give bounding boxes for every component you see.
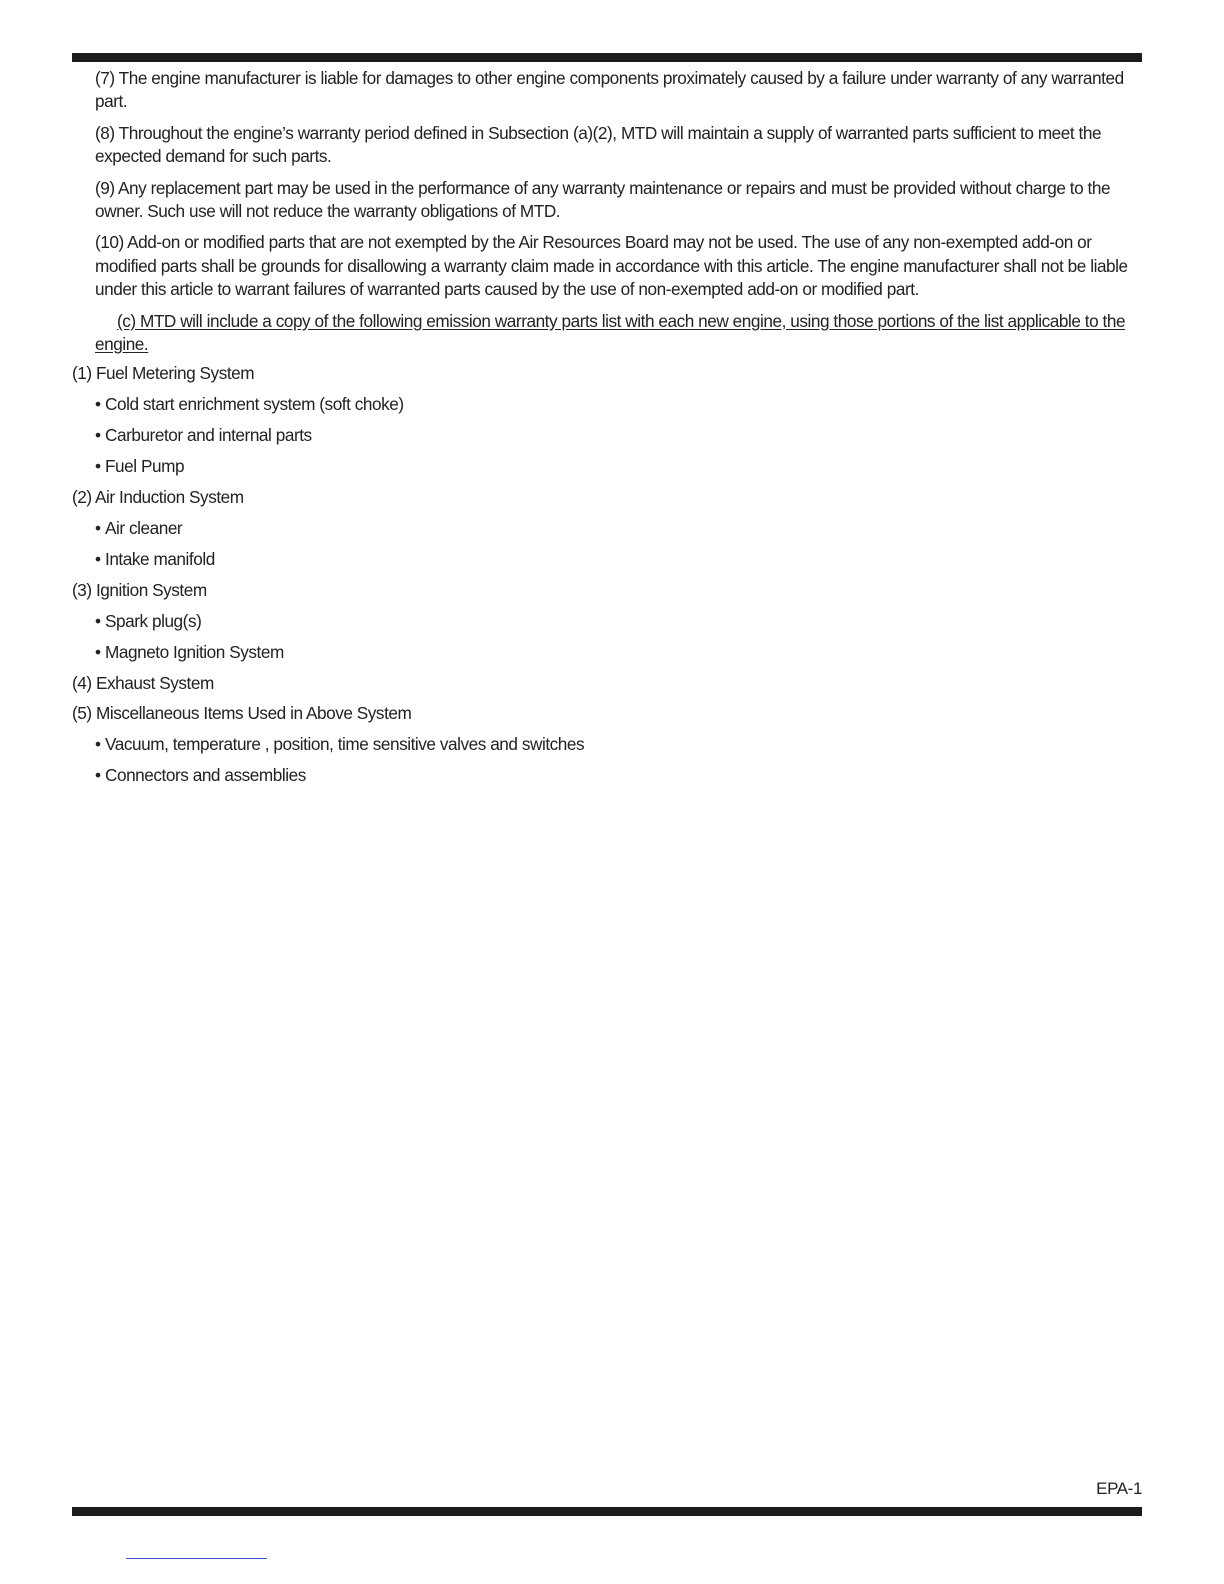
bullet-icon: • [95,734,101,755]
list-item-text: Spark plug(s) [105,610,202,631]
bullet-icon: • [95,641,101,662]
list-item [72,733,1144,756]
parts-sub-list [72,517,1144,571]
parts-sub-list [72,610,1144,664]
bullet-icon: • [95,610,101,631]
parts-sub-list [72,393,1144,478]
bullet-icon: • [95,518,101,538]
list-item-text: Cold start enrichment system (soft choke) [105,394,404,415]
parts-group-label: (2) Air Induction System [72,487,244,508]
list-item [72,641,1144,664]
parts-group-label: (3) Ignition System [72,579,207,600]
parts-group [72,672,1144,695]
bullet-icon: • [95,765,101,786]
paragraph-8: (8) Throughout the engine’s warranty period defined in Subsection (a)(2), MTD will maintain a supply of warranted parts sufficient to meet the expected demand for such parts. [95,122,1102,167]
list-item [72,393,1144,416]
paragraph-c-text: (c) MTD will include a copy of the following emission warranty parts list with each new engine, using those portions of the list applicable to the engine. [95,310,1126,355]
list-item [72,764,1144,787]
paragraph-10: (10) Add-on or modified parts that are not exempted by the Air Resources Board may not be used. The use of any non-exempted add-on or modified parts shall be grounds for disallowing a warranty claim made in accordance with this article. The engine manufacturer shall not be liable under this article to warrant failures of warranted parts caused by the use of non-exempted add-on or modified part. [95,232,1128,300]
list-item-text: Air cleaner [105,518,183,538]
list-item [72,548,1144,571]
list-item-text: Carburetor and internal parts [105,425,312,446]
parts-group [72,579,1144,664]
list-item [72,517,1144,540]
parts-group [72,362,1144,478]
bullet-icon: • [95,456,101,477]
bullet-icon: • [95,425,101,446]
top-rule [72,53,1142,62]
list-item-text: Intake manifold [105,548,215,569]
list-item-text: Connectors and assemblies [105,765,306,786]
emission-parts-list [72,362,1144,787]
list-item [72,424,1144,447]
parts-group-label: (4) Exhaust System [72,672,214,693]
list-item [72,455,1144,478]
parts-group-label: (1) Fuel Metering System [72,363,255,384]
paragraph-c [72,310,1144,357]
bottom-rule [72,1507,1142,1516]
bullet-icon: • [95,548,101,569]
document-body [72,67,1144,795]
page-number: EPA-1 [1096,1479,1142,1498]
list-item-text: Fuel Pump [105,456,185,477]
bullet-icon: • [95,394,101,415]
list-item-text: Magneto Ignition System [105,641,284,662]
parts-group [72,486,1144,571]
paragraph-9: (9) Any replacement part may be used in the performance of any warranty maintenance or repairs and must be provided without charge to the owner. Such use will not reduce the warranty obligations of MTD. [95,177,1111,222]
list-item-text: Vacuum, temperature , position, time sensitive valves and switches [105,734,585,755]
parts-group-label: (5) Miscellaneous Items Used in Above System [72,703,412,724]
parts-sub-list [72,733,1144,787]
list-item [72,610,1144,633]
parts-group [72,702,1144,787]
paragraph-7: (7) The engine manufacturer is liable for damages to other engine components proximately caused by a failure under warranty of any warranted part. [95,68,1124,112]
link-underline [126,1558,267,1559]
